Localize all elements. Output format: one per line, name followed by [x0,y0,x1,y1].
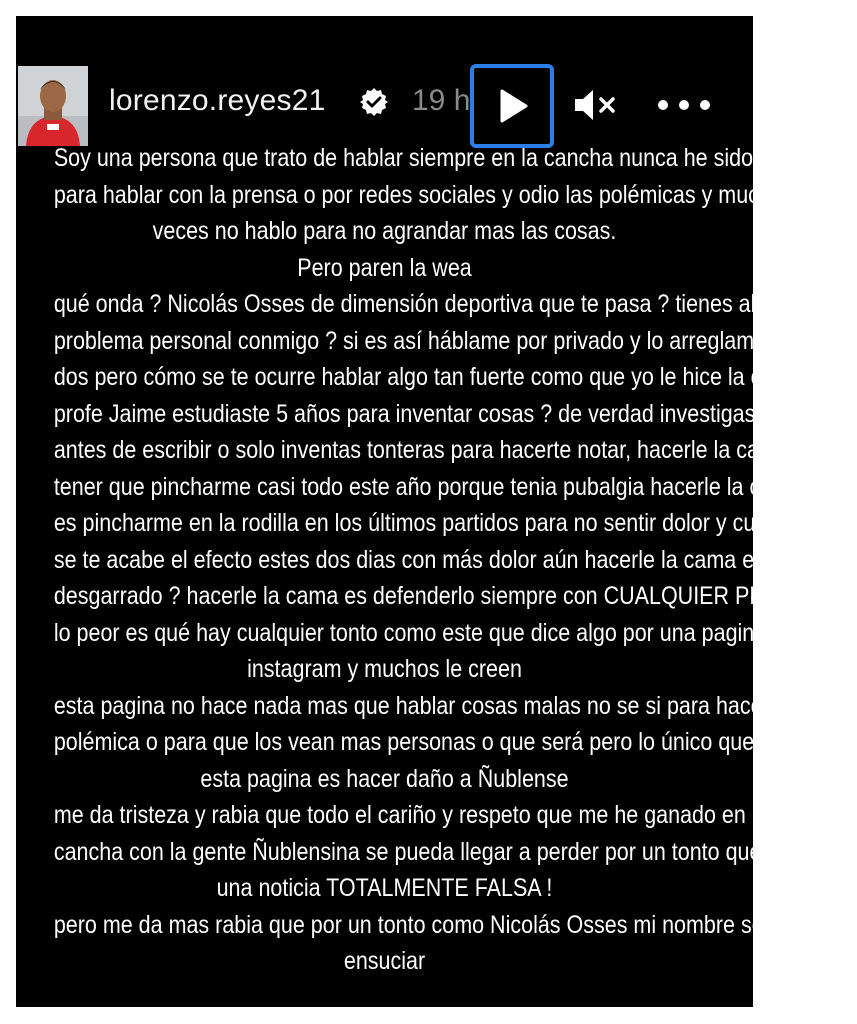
caption-line: cancha con la gente Ñublensina se pueda llegar a perder por un tonto que saca [53,837,813,866]
caption-line: dos pero cómo se te ocurre hablar algo tan fuerte como que yo le hice la cama al [53,363,826,391]
caption-line: desgarrado ? hacerle la cama es defenderlo siempre con CUALQUIER PERSONA ? [53,582,857,610]
story-viewer[interactable] [16,16,857,1007]
caption-line: es pincharme en la rodilla en los últimos partidos para no sentir dolor y cuando [53,509,804,537]
caption-line: pero me da mas rabia que por un tonto como Nicolás Osses mi nombre se pueda [53,910,830,939]
story-caption [53,140,857,980]
username[interactable]: lorenzo.reyes21 [109,84,326,117]
caption-line: instagram y muchos le creen [247,655,522,683]
caption-line: ensuciar [343,947,426,975]
caption-line: tener que pincharme casi todo este año porque tenia pubalgia hacerle la cama [53,472,803,501]
play-icon [492,86,532,126]
more-dots-icon[interactable] [654,93,714,117]
caption-line: Pero paren la wea [297,253,472,282]
caption-line: me da tristeza y rabia que todo el cariño y respeto que me he ganado en la [53,801,769,829]
caption-line: qué onda ? Nicolás Osses de dimensión deportiva que te pasa ? tienes algún [53,290,792,318]
speaker-muted-icon[interactable] [571,85,619,125]
post-time: 19 h [412,84,471,117]
avatar[interactable] [18,66,88,146]
caption-line: antes de escribir o solo inventas tonteras para hacerte notar, hacerle la cama es [53,436,818,464]
caption-line: para hablar con la prensa o por redes sociales y odio las polémicas y muchas [53,180,794,209]
caption-line: una noticia TOTALMENTE FALSA ! [216,874,553,902]
caption-line: polémica o para que los vean mas personas o que será pero lo único que hace [53,728,807,756]
verified-badge-icon [359,87,389,117]
story-header [16,40,753,140]
caption-line: Soy una persona que trato de hablar siempre en la cancha nunca he sido bueno [53,144,819,172]
caption-line: lo peor es qué hay cualquier tonto como este que dice algo por una pagina de [53,618,797,647]
caption-line: profe Jaime estudiaste 5 años para inventar cosas ? de verdad investigas algo [53,399,803,428]
caption-line: se te acabe el efecto estes dos dias con más dolor aún hacerle la cama es jugar [53,545,819,574]
caption-line: esta pagina no hace nada mas que hablar cosas malas no se si para hacer [53,691,770,720]
caption-line: problema personal conmigo ? si es así háblame por privado y lo arreglamos los [53,326,811,355]
play-button[interactable] [470,64,554,148]
caption-line: esta pagina es hacer daño a Ñublense [200,764,569,793]
caption-line: veces no hablo para no agrandar mas las cosas. [152,217,617,245]
